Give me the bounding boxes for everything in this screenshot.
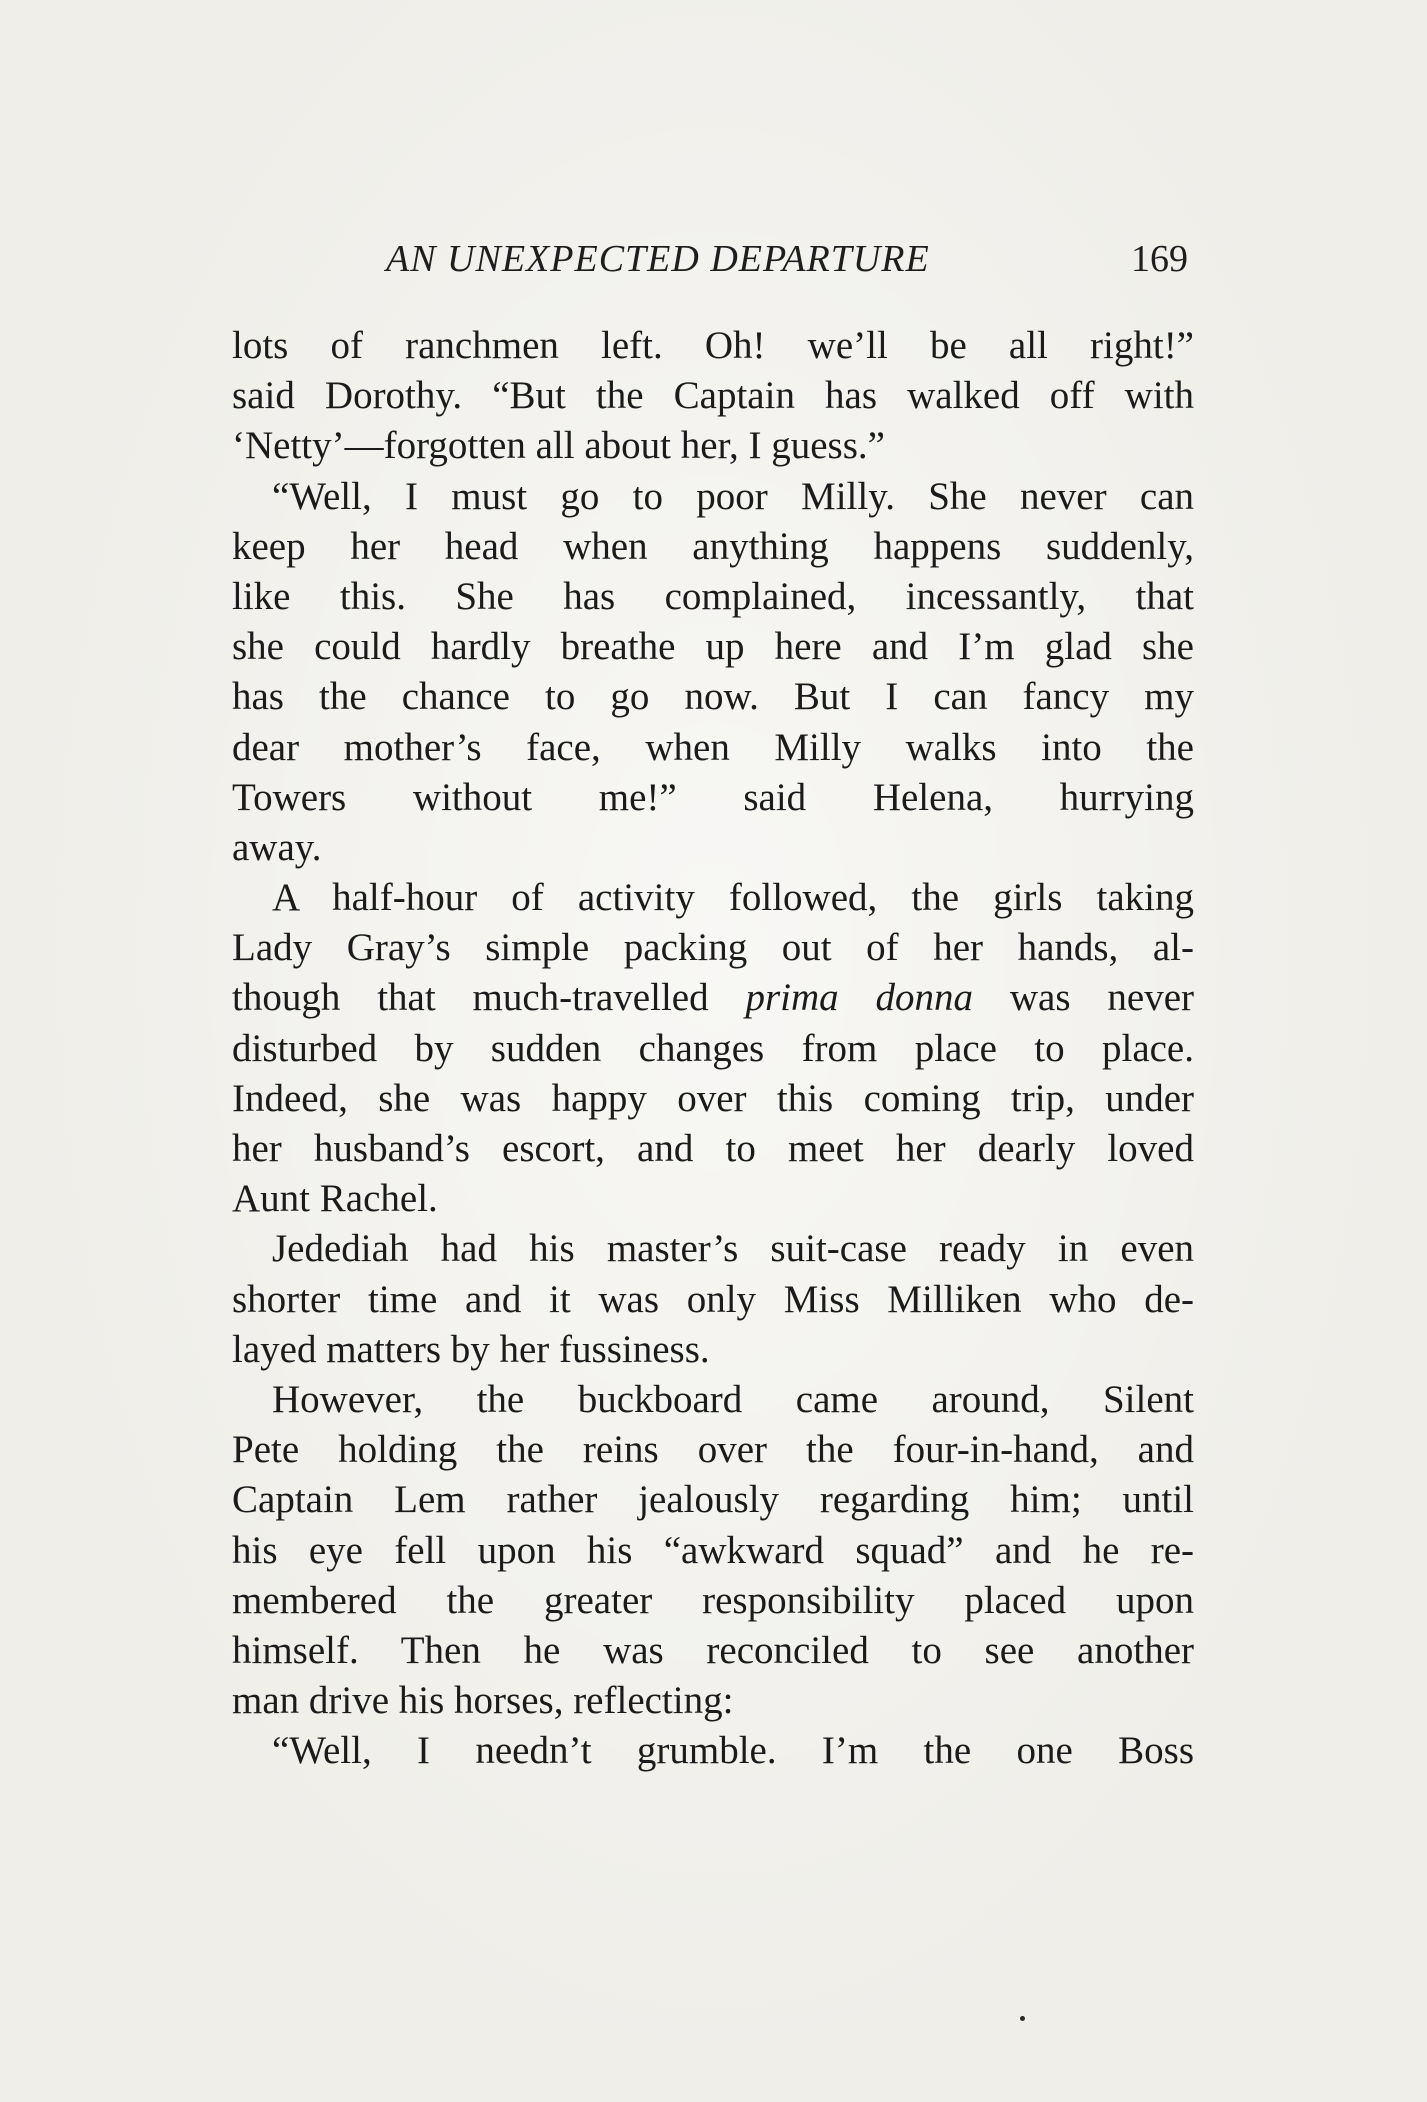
- text-line: membered the greater responsibility placed upon: [232, 1578, 1194, 1622]
- text-line: Towers without me!” said Helena, hurrying: [232, 775, 1194, 819]
- text-line: ‘Netty’—forgotten all about her, I guess.”: [232, 424, 885, 468]
- ink-speck: [1020, 2016, 1025, 2021]
- paragraph-start-line: “Well, I must go to poor Milly. She never can: [272, 474, 1194, 518]
- body-text: [232, 321, 1194, 1776]
- text-line: Captain Lem rather jealously regarding him; until: [232, 1478, 1194, 1522]
- text-line: man drive his horses, reflecting:: [232, 1679, 734, 1723]
- text-line: her husband’s escort, and to meet her dearly loved: [232, 1127, 1194, 1170]
- text-line: lots of ranchmen left. Oh! we’ll be all right!”: [232, 324, 1194, 367]
- paragraph-start-line: A half-hour of activity followed, the girls taking: [272, 876, 1194, 920]
- text-line: keep her head when anything happens suddenly,: [232, 524, 1194, 568]
- running-title: AN UNEXPECTED DEPARTURE: [386, 238, 930, 280]
- italic-phrase: prima donna: [745, 976, 974, 1020]
- text-line: has the chance to go now. But I can fancy my: [232, 675, 1194, 719]
- paragraph-start-line: However, the buckboard came around, Silent: [272, 1377, 1194, 1421]
- text-line: his eye fell upon his “awkward squad” and he re-: [232, 1528, 1194, 1572]
- text-line: said Dorothy. “But the Captain has walked off with: [232, 374, 1194, 418]
- text-line: Aunt Rachel.: [232, 1177, 438, 1221]
- text-line: dear mother’s face, when Milly walks into the: [232, 725, 1194, 769]
- text-line: shorter time and it was only Miss Milliken who de-: [232, 1277, 1194, 1321]
- text-line: layed matters by her fussiness.: [232, 1327, 710, 1371]
- paragraph-start-line: “Well, I needn’t grumble. I’m the one Boss: [272, 1729, 1194, 1773]
- text-line: disturbed by sudden changes from place to place.: [232, 1026, 1194, 1070]
- text-line: she could hardly breathe up here and I’m glad she: [232, 625, 1194, 669]
- text-line: like this. She has complained, incessantly, that: [232, 574, 1194, 618]
- text-line: Pete holding the reins over the four-in-hand, and: [232, 1428, 1194, 1472]
- page-number: 169: [1131, 238, 1188, 280]
- text-line: though that much-travelled prima donna was never: [232, 976, 1194, 1020]
- running-head: [232, 234, 1202, 294]
- text-line: Lady Gray’s simple packing out of her hands, al-: [232, 926, 1194, 970]
- paragraph-start-line: Jedediah had his master’s suit-case ready in even: [272, 1227, 1194, 1271]
- text-line: away.: [232, 825, 322, 869]
- text-line: Indeed, she was happy over this coming trip, under: [232, 1076, 1194, 1120]
- text-line: himself. Then he was reconciled to see another: [232, 1628, 1194, 1672]
